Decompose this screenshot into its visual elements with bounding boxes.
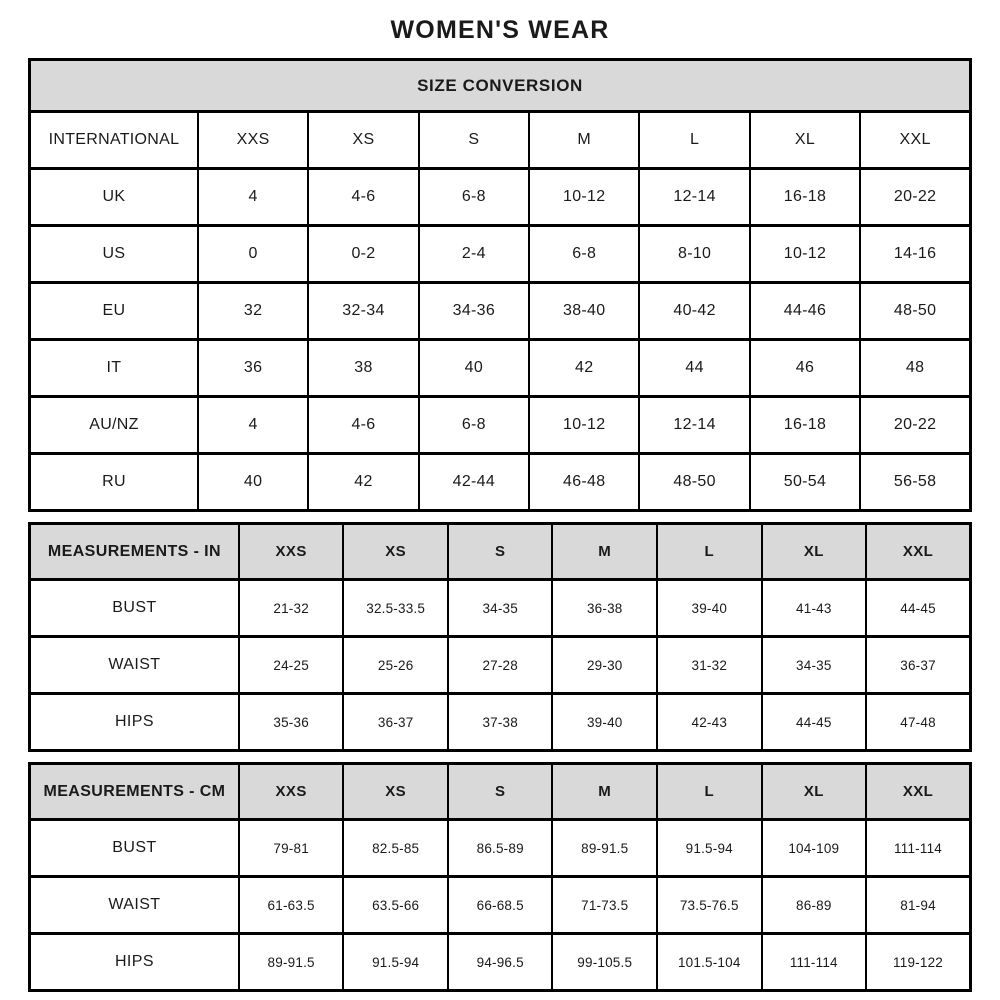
column-header-size: XXS xyxy=(239,524,344,580)
column-header-size: XS xyxy=(343,524,448,580)
measurements-in-header: MEASUREMENTS - IN xyxy=(30,524,239,580)
column-header-size: XL xyxy=(762,524,867,580)
measurement-value-cell: 37-38 xyxy=(448,694,553,751)
measurement-value-cell: 41-43 xyxy=(762,580,867,637)
size-conversion-row xyxy=(30,454,971,511)
size-value-cell: 4-6 xyxy=(308,169,418,226)
size-value-cell: 44-46 xyxy=(750,283,860,340)
size-value-cell: 42-44 xyxy=(419,454,529,511)
size-value-cell: 20-22 xyxy=(860,397,970,454)
size-value-cell: 6-8 xyxy=(419,397,529,454)
size-conversion-row xyxy=(30,340,971,397)
measurement-value-cell: 39-40 xyxy=(552,694,657,751)
measurement-value-cell: 39-40 xyxy=(657,580,762,637)
column-header-size: M xyxy=(529,112,639,169)
size-value-cell: 40-42 xyxy=(639,283,749,340)
size-value-cell: 38-40 xyxy=(529,283,639,340)
size-value-cell: 56-58 xyxy=(860,454,970,511)
measurement-value-cell: 63.5-66 xyxy=(343,877,448,934)
size-value-cell: 6-8 xyxy=(419,169,529,226)
size-value-cell: 48 xyxy=(860,340,970,397)
column-header-size: XS xyxy=(308,112,418,169)
size-value-cell: 46 xyxy=(750,340,860,397)
column-header-size: S xyxy=(448,524,553,580)
measurement-value-cell: 27-28 xyxy=(448,637,553,694)
region-label: UK xyxy=(30,169,198,226)
size-conversion-banner-row xyxy=(30,60,971,112)
region-label: US xyxy=(30,226,198,283)
column-header-size: XXL xyxy=(866,524,970,580)
measurement-label: HIPS xyxy=(30,694,239,751)
measurements-cm-table xyxy=(28,762,972,992)
size-value-cell: 20-22 xyxy=(860,169,970,226)
size-value-cell: 16-18 xyxy=(750,169,860,226)
measurement-value-cell: 71-73.5 xyxy=(552,877,657,934)
measurement-value-cell: 66-68.5 xyxy=(448,877,553,934)
measurement-row xyxy=(30,820,971,877)
size-value-cell: 32 xyxy=(198,283,308,340)
measurement-value-cell: 34-35 xyxy=(762,637,867,694)
measurement-row xyxy=(30,580,971,637)
measurement-value-cell: 36-37 xyxy=(866,637,970,694)
measurement-row xyxy=(30,877,971,934)
column-header-size: XXL xyxy=(866,764,970,820)
size-value-cell: 42 xyxy=(308,454,418,511)
measurement-value-cell: 61-63.5 xyxy=(239,877,344,934)
size-value-cell: 32-34 xyxy=(308,283,418,340)
measurement-value-cell: 36-37 xyxy=(343,694,448,751)
size-value-cell: 40 xyxy=(419,340,529,397)
measurement-value-cell: 81-94 xyxy=(866,877,970,934)
size-value-cell: 48-50 xyxy=(639,454,749,511)
size-value-cell: 50-54 xyxy=(750,454,860,511)
size-conversion-row xyxy=(30,169,971,226)
measurement-value-cell: 79-81 xyxy=(239,820,344,877)
size-value-cell: 0-2 xyxy=(308,226,418,283)
size-value-cell: 0 xyxy=(198,226,308,283)
measurements-in-table xyxy=(28,522,972,752)
column-header-size: XXS xyxy=(198,112,308,169)
column-header-size: XL xyxy=(762,764,867,820)
measurement-row xyxy=(30,694,971,751)
column-header-size: XL xyxy=(750,112,860,169)
measurement-value-cell: 32.5-33.5 xyxy=(343,580,448,637)
measurement-value-cell: 101.5-104 xyxy=(657,934,762,991)
measurement-value-cell: 91.5-94 xyxy=(343,934,448,991)
measurement-row xyxy=(30,637,971,694)
measurement-value-cell: 21-32 xyxy=(239,580,344,637)
measurement-value-cell: 44-45 xyxy=(762,694,867,751)
size-conversion-row xyxy=(30,226,971,283)
column-header-size: L xyxy=(657,524,762,580)
measurement-label: BUST xyxy=(30,580,239,637)
measurement-label: WAIST xyxy=(30,637,239,694)
measurement-row xyxy=(30,934,971,991)
size-conversion-table xyxy=(28,58,972,512)
measurement-value-cell: 99-105.5 xyxy=(552,934,657,991)
measurement-label: HIPS xyxy=(30,934,239,991)
size-value-cell: 10-12 xyxy=(529,397,639,454)
size-value-cell: 12-14 xyxy=(639,397,749,454)
measurements-cm-header: MEASUREMENTS - CM xyxy=(30,764,239,820)
size-value-cell: 8-10 xyxy=(639,226,749,283)
column-header-size: M xyxy=(552,524,657,580)
column-header-size: M xyxy=(552,764,657,820)
measurement-value-cell: 42-43 xyxy=(657,694,762,751)
size-conversion-row xyxy=(30,397,971,454)
size-value-cell: 6-8 xyxy=(529,226,639,283)
measurement-value-cell: 35-36 xyxy=(239,694,344,751)
column-header-size: XXS xyxy=(239,764,344,820)
measurement-value-cell: 36-38 xyxy=(552,580,657,637)
measurement-value-cell: 91.5-94 xyxy=(657,820,762,877)
measurement-value-cell: 94-96.5 xyxy=(448,934,553,991)
size-value-cell: 10-12 xyxy=(750,226,860,283)
region-label: EU xyxy=(30,283,198,340)
size-value-cell: 46-48 xyxy=(529,454,639,511)
measurement-value-cell: 104-109 xyxy=(762,820,867,877)
size-value-cell: 16-18 xyxy=(750,397,860,454)
column-header-size: L xyxy=(639,112,749,169)
column-header-size: XXL xyxy=(860,112,970,169)
measurement-value-cell: 29-30 xyxy=(552,637,657,694)
size-value-cell: 42 xyxy=(529,340,639,397)
measurement-label: BUST xyxy=(30,820,239,877)
size-value-cell: 48-50 xyxy=(860,283,970,340)
measurement-value-cell: 25-26 xyxy=(343,637,448,694)
page-title: WOMEN'S WEAR xyxy=(390,16,610,44)
size-value-cell: 10-12 xyxy=(529,169,639,226)
size-value-cell: 34-36 xyxy=(419,283,529,340)
region-label: AU/NZ xyxy=(30,397,198,454)
measurement-value-cell: 111-114 xyxy=(866,820,970,877)
column-header-size: S xyxy=(448,764,553,820)
column-header-size: XS xyxy=(343,764,448,820)
column-header-size: L xyxy=(657,764,762,820)
column-header-international: INTERNATIONAL xyxy=(30,112,198,169)
size-value-cell: 38 xyxy=(308,340,418,397)
size-conversion-header: SIZE CONVERSION xyxy=(30,60,971,112)
measurement-value-cell: 89-91.5 xyxy=(552,820,657,877)
size-value-cell: 40 xyxy=(198,454,308,511)
measurement-value-cell: 111-114 xyxy=(762,934,867,991)
measurement-value-cell: 47-48 xyxy=(866,694,970,751)
measurement-value-cell: 86.5-89 xyxy=(448,820,553,877)
measurement-value-cell: 24-25 xyxy=(239,637,344,694)
measurement-value-cell: 119-122 xyxy=(866,934,970,991)
size-conversion-column-header-row xyxy=(30,112,971,169)
region-label: IT xyxy=(30,340,198,397)
size-value-cell: 14-16 xyxy=(860,226,970,283)
size-value-cell: 4 xyxy=(198,397,308,454)
column-header-size: S xyxy=(419,112,529,169)
measurement-value-cell: 73.5-76.5 xyxy=(657,877,762,934)
region-label: RU xyxy=(30,454,198,511)
size-conversion-row xyxy=(30,283,971,340)
measurement-value-cell: 31-32 xyxy=(657,637,762,694)
measurements-in-header-row xyxy=(30,524,971,580)
measurement-value-cell: 44-45 xyxy=(866,580,970,637)
size-value-cell: 44 xyxy=(639,340,749,397)
size-value-cell: 36 xyxy=(198,340,308,397)
measurements-cm-header-row xyxy=(30,764,971,820)
size-value-cell: 12-14 xyxy=(639,169,749,226)
measurement-value-cell: 82.5-85 xyxy=(343,820,448,877)
measurement-value-cell: 89-91.5 xyxy=(239,934,344,991)
measurement-label: WAIST xyxy=(30,877,239,934)
measurement-value-cell: 34-35 xyxy=(448,580,553,637)
size-value-cell: 4-6 xyxy=(308,397,418,454)
size-value-cell: 4 xyxy=(198,169,308,226)
measurement-value-cell: 86-89 xyxy=(762,877,867,934)
size-value-cell: 2-4 xyxy=(419,226,529,283)
